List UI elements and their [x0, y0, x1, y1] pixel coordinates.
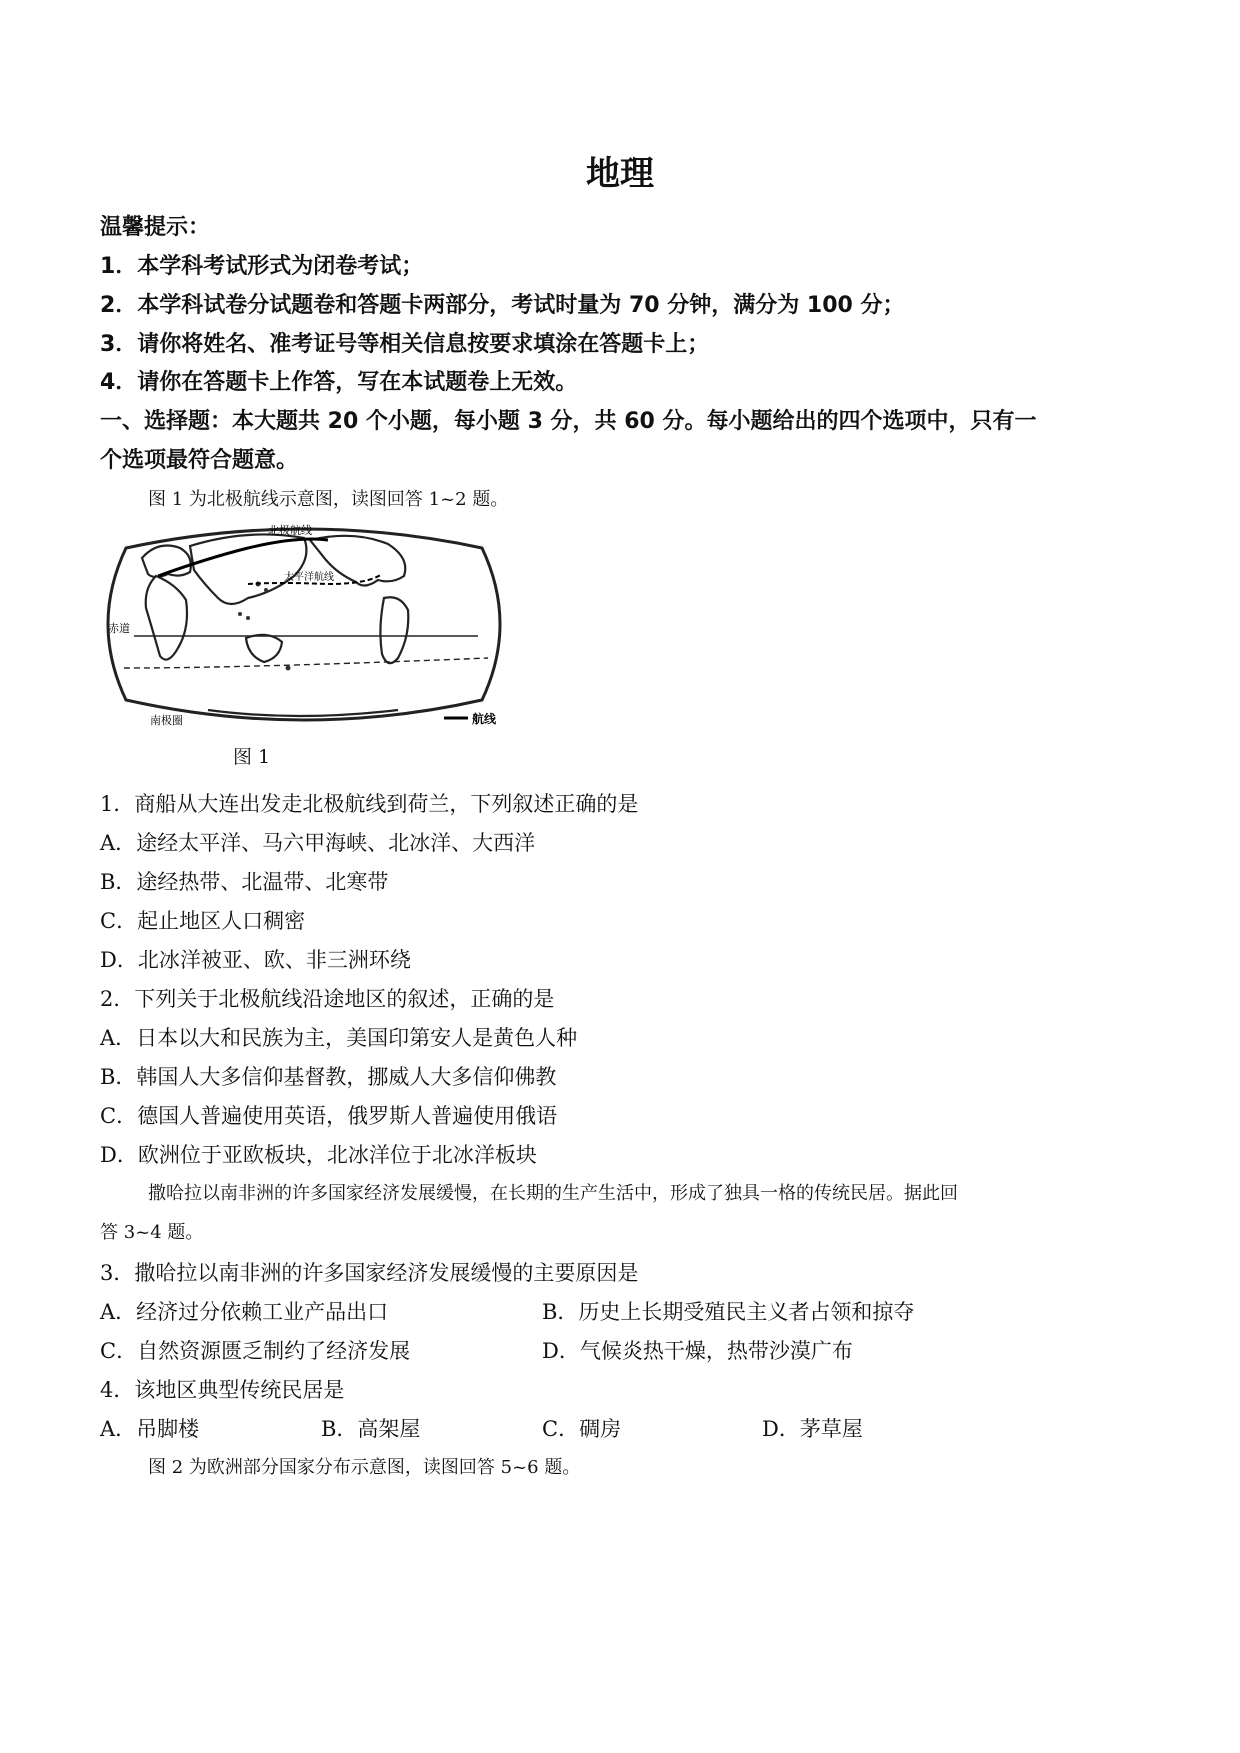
q2-option-c[interactable]: C．德国人普遍使用英语，俄罗斯人普遍使用俄语 — [100, 1104, 558, 1128]
q2-option-a[interactable]: A．日本以大和民族为主，美国印第安人是黄色人种 — [100, 1026, 578, 1050]
q3-option-a[interactable]: A．经济过分依赖工业产品出口 — [100, 1300, 389, 1324]
q2-option-d[interactable]: D．欧洲位于亚欧板块，北冰洋位于北冰洋板块 — [100, 1143, 537, 1167]
q4-option-d[interactable]: D．茅草屋 — [762, 1417, 863, 1441]
tip-item: 2．本学科试卷分试题卷和答题卡两部分，考试时量为 70 分钟，满分为 100 分； — [100, 293, 905, 318]
tip-item: 1．本学科考试形式为闭卷考试； — [100, 254, 424, 279]
passage-3-4: 撒哈拉以南非洲的许多国家经济发展缓慢，在长期的生产生活中，形成了独具一格的传统民居。据此回 — [148, 1183, 958, 1204]
question-1-stem: 1．商船从大连出发走北极航线到荷兰，下列叙述正确的是 — [100, 792, 639, 816]
q4-option-b[interactable]: B．高架屋 — [321, 1417, 421, 1441]
tip-item: 4．请你在答题卡上作答，写在本试题卷上无效。 — [100, 370, 578, 395]
figure1-intro: 图 1 为北极航线示意图，读图回答 1~2 题。 — [148, 489, 509, 510]
question-4-stem: 4．该地区典型传统民居是 — [100, 1378, 345, 1402]
q1-option-b[interactable]: B．途经热带、北温带、北寒带 — [100, 870, 389, 894]
pacific-route-label: 太平洋航线 — [284, 572, 334, 583]
section-heading: 一、选择题：本大题共 20 个小题，每小题 3 分，共 60 分。每小题给出的四个选项中，只有一 — [100, 409, 1037, 434]
q3-option-c[interactable]: C．自然资源匮乏制约了经济发展 — [100, 1339, 411, 1363]
q4-option-a[interactable]: A．吊脚楼 — [100, 1417, 200, 1441]
tip-item: 3．请你将姓名、准考证号等相关信息按要求填涂在答题卡上； — [100, 332, 710, 357]
figure2-intro: 图 2 为欧洲部分国家分布示意图，读图回答 5~6 题。 — [148, 1457, 581, 1478]
figure1-caption: 图 1 — [233, 746, 271, 768]
q4-option-c[interactable]: C．碉房 — [542, 1417, 622, 1441]
question-2-stem: 2．下列关于北极航线沿途地区的叙述，正确的是 — [100, 987, 555, 1011]
q1-option-d[interactable]: D．北冰洋被亚、欧、非三洲环绕 — [100, 948, 411, 972]
arctic-route-label: 北极航线 — [268, 524, 312, 537]
legend-label: 航线 — [472, 712, 497, 726]
q3-option-d[interactable]: D．气候炎热干燥，热带沙漠广布 — [542, 1339, 853, 1363]
passage-3-4-cont: 答 3~4 题。 — [100, 1222, 204, 1243]
q3-option-b[interactable]: B．历史上长期受殖民主义者占领和掠夺 — [542, 1300, 915, 1324]
q1-option-c[interactable]: C．起止地区人口稠密 — [100, 909, 306, 933]
question-3-stem: 3．撒哈拉以南非洲的许多国家经济发展缓慢的主要原因是 — [100, 1261, 639, 1285]
page-title: 地理 — [586, 154, 654, 194]
arctic-route-map — [98, 518, 510, 730]
q1-option-a[interactable]: A．途经太平洋、马六甲海峡、北冰洋、大西洋 — [100, 831, 536, 855]
equator-label: 赤道 — [108, 622, 130, 635]
antarctic-circle-label: 南极圈 — [150, 714, 183, 727]
tips-heading: 温馨提示： — [100, 215, 211, 240]
section-heading-cont: 个选项最符合题意。 — [100, 448, 299, 473]
q2-option-b[interactable]: B．韩国人大多信仰基督教，挪威人大多信仰佛教 — [100, 1065, 557, 1089]
